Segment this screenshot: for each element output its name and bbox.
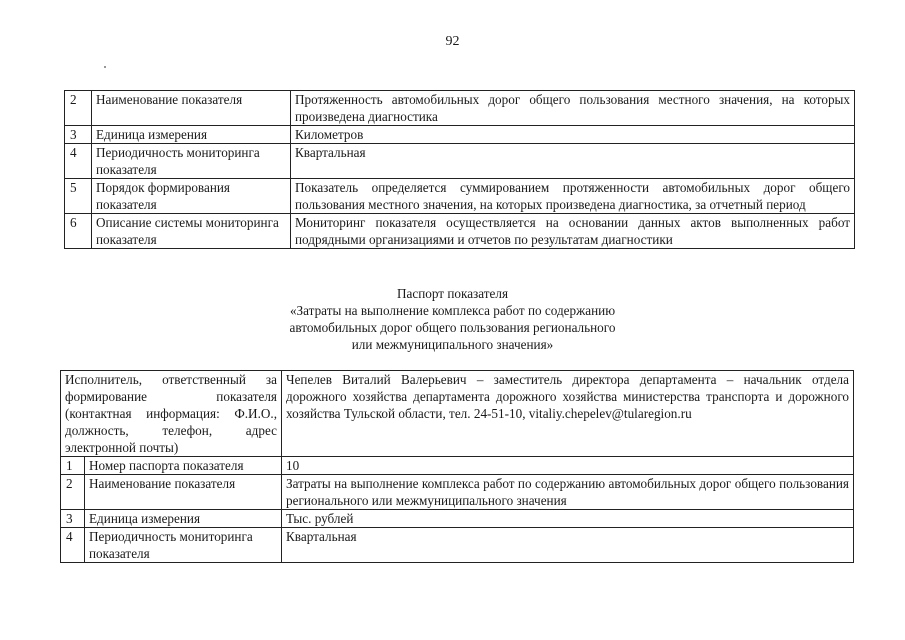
table-row	[65, 214, 855, 249]
row-number: 3	[61, 510, 85, 528]
row-value: Квартальная	[282, 528, 854, 563]
row-label: Порядок формирования показателя	[92, 179, 291, 214]
row-value: Показатель определяется суммированием протяженности автомобильных дорог общего пользования местного значения, на которых произведена диагностика, за отчетный период	[291, 179, 855, 214]
row-value: 10	[282, 457, 854, 475]
passport-heading: Паспорт показателя	[396, 286, 509, 301]
row-label: Единица измерения	[85, 510, 282, 528]
indicator-table-previous	[64, 90, 855, 249]
passport-name-line: или межмуниципального значения»	[351, 337, 554, 352]
row-number: 4	[65, 144, 92, 179]
row-value: Тыс. рублей	[282, 510, 854, 528]
row-value: Квартальная	[291, 144, 855, 179]
indicator-passport-table	[60, 370, 854, 563]
table-row	[61, 510, 854, 528]
table-row	[61, 457, 854, 475]
row-value: Протяженность автомобильных дорог общего пользования местного значения, на которых произведена диагностика	[291, 91, 855, 126]
row-number: 4	[61, 528, 85, 563]
row-value: Затраты на выполнение комплекса работ по содержанию автомобильных дорог общего пользования регионального или межмуниципального значения	[282, 475, 854, 510]
table-row	[65, 179, 855, 214]
row-label: Номер паспорта показателя	[85, 457, 282, 475]
table-row	[61, 371, 854, 457]
row-number: 3	[65, 126, 92, 144]
row-value: Километров	[291, 126, 855, 144]
row-number: 6	[65, 214, 92, 249]
row-label: Описание системы мониторинга показателя	[92, 214, 291, 249]
table-row	[61, 475, 854, 510]
table-row	[65, 144, 855, 179]
row-label: Периодичность мониторинга показателя	[92, 144, 291, 179]
row-number: 2	[65, 91, 92, 126]
row-number: 5	[65, 179, 92, 214]
row-number: 2	[61, 475, 85, 510]
passport-name-line: автомобильных дорог общего пользования регионального	[289, 320, 616, 335]
passport-name-line: «Затраты на выполнение комплекса работ по содержанию	[289, 303, 616, 318]
row-label: Наименование показателя	[85, 475, 282, 510]
table-row	[61, 528, 854, 563]
row-label: Периодичность мониторинга показателя	[85, 528, 282, 563]
row-label: Наименование показателя	[92, 91, 291, 126]
table-row	[65, 91, 855, 126]
page-number: 92	[445, 34, 460, 49]
row-number: 1	[61, 457, 85, 475]
passport-title	[0, 285, 905, 353]
scan-speck	[104, 66, 106, 68]
table-row	[65, 126, 855, 144]
row-label: Единица измерения	[92, 126, 291, 144]
executor-label: Исполнитель, ответственный за формирование показателя (контактная информация: Ф.И.О., должность, телефон, адрес электронной почты)	[61, 371, 282, 457]
executor-value: Чепелев Виталий Валерьевич – заместитель директора департамента – начальник отдела дорожного хозяйства департамента дорожного хозяйства министерства транспорта и дорожного хозяйства Тульской области, тел. 24-51-10, vitaliy.chepelev@tularegion.ru	[282, 371, 854, 457]
row-value: Мониторинг показателя осуществляется на основании данных актов выполненных работ подрядными организациями и отчетов по результатам диагностики	[291, 214, 855, 249]
